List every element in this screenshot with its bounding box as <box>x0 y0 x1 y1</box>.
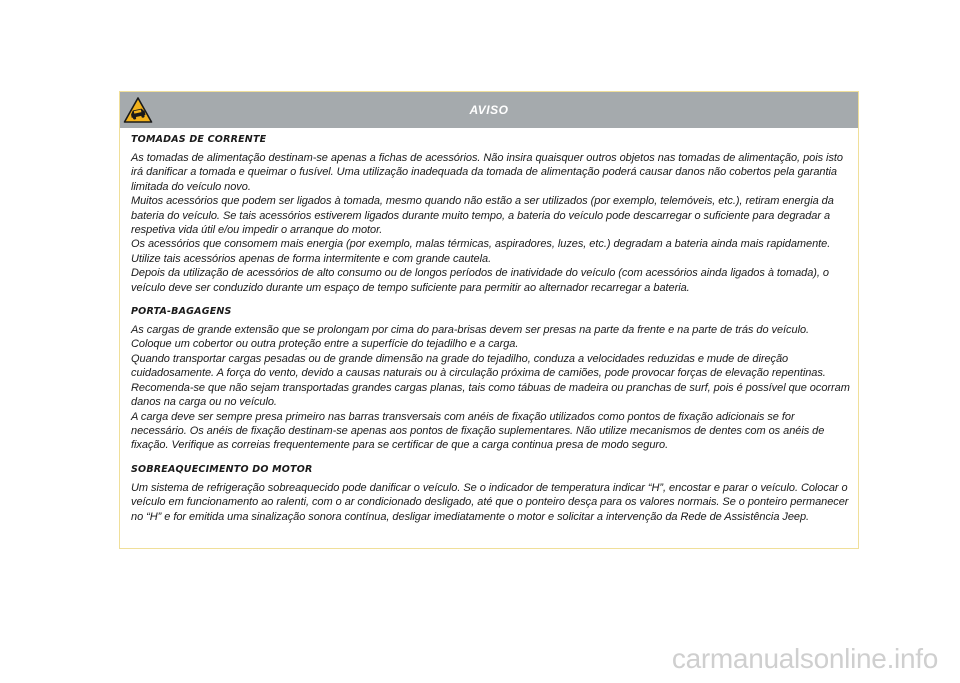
section-heading: PORTA-BAGAGENS <box>131 306 232 318</box>
paragraph: Os acessórios que consomem mais energia (por exemplo, malas térmicas, aspiradores, luzes, etc.) degradam a bateria ainda mais rapidamente. Utilize tais acessórios apenas de forma intermitente e com grande cautela. <box>131 238 831 265</box>
section-tomadas <box>131 133 851 295</box>
warning-body <box>120 128 858 524</box>
watermark: carmanualsonline.info <box>671 643 938 674</box>
paragraph: Quando transportar cargas pesadas ou de grande dimensão na grade do tejadilho, conduza a velocidades reduzidas e mude de direção cuidadosamente. A força do vento, devido a causas naturais ou à circulação próxima de camiões, pode provocar forças de elevação repentinas. Recomenda-se que não sejam transportadas grandes cargas planas, tais como tábuas de madeira ou pranchas de surf, pois é possível que ocorram danos na carga ou no veículo. <box>131 352 850 409</box>
paragraph: A carga deve ser sempre presa primeiro nas barras transversais com anéis de fixação utilizados como pontos de fixação adicionais se for necessário. Os anéis de fixação destinam-se apenas aos pontos de fixação suplementares. Não utilize mecanismos de dentes com os anéis de fixação. Verifique as correias frequentemente para se certificar de que a carga continua presa de modo seguro. <box>131 410 825 452</box>
warning-title: AVISO <box>469 103 509 117</box>
section-text <box>131 323 851 453</box>
warning-header <box>120 92 858 128</box>
section-heading: SOBREAQUECIMENTO DO MOTOR <box>131 463 313 475</box>
paragraph: Um sistema de refrigeração sobreaquecido pode danificar o veículo. Se o indicador de temperatura indicar “H”, encostar e parar o veículo. Colocar o veículo em funcionamento ao ralenti, com o ar condicionado desligado, até que o ponteiro desça para os valores normais. Se o ponteiro permanecer no “H” e for emitida uma sinalização sonora contínua, desligar imediatamente o motor e solicitar a intervenção da Rede de Assistência Jeep. <box>131 481 849 523</box>
warning-box <box>119 91 859 549</box>
section-porta-bagagens <box>131 305 851 453</box>
paragraph: As cargas de grande extensão que se prolongam por cima do para-brisas devem ser presas na parte da frente e na parte de trás do veículo. Coloque um cobertor ou outra proteção entre a superfície do tejadilho e a carga. <box>131 324 810 351</box>
paragraph: As tomadas de alimentação destinam-se apenas a fichas de acessórios. Não insira quaisquer outros objetos nas tomadas de alimentação, pois isto irá danificar a tomada e queimar o fusível. Uma utilização inadequada da tomada de alimentação poderá causar danos não cobertos pela garantia limitada do veículo novo. <box>131 152 843 193</box>
section-heading: TOMADAS DE CORRENTE <box>131 134 267 145</box>
section-text <box>131 481 851 524</box>
paragraph: Depois da utilização de acessórios de alto consumo ou de longos períodos de inatividade do veículo (com acessórios ainda ligados à tomada), o veículo deve ser conduzido durante um espaço de tempo suficiente para permitir ao alternador recarregar a bateria. <box>131 267 829 294</box>
paragraph: Muitos acessórios que podem ser ligados à tomada, mesmo quando não estão a ser utilizados (por exemplo, telemóveis, etc.), retiram energia da bateria do veículo. Se tais acessórios estiverem ligados durante muito tempo, a bateria do veículo pode descarregar o suficiente para degradar a respetiva vida útil e/ou impedir o arranque do motor. <box>131 195 834 237</box>
section-sobreaquecimento <box>131 463 851 524</box>
section-text <box>131 151 851 295</box>
